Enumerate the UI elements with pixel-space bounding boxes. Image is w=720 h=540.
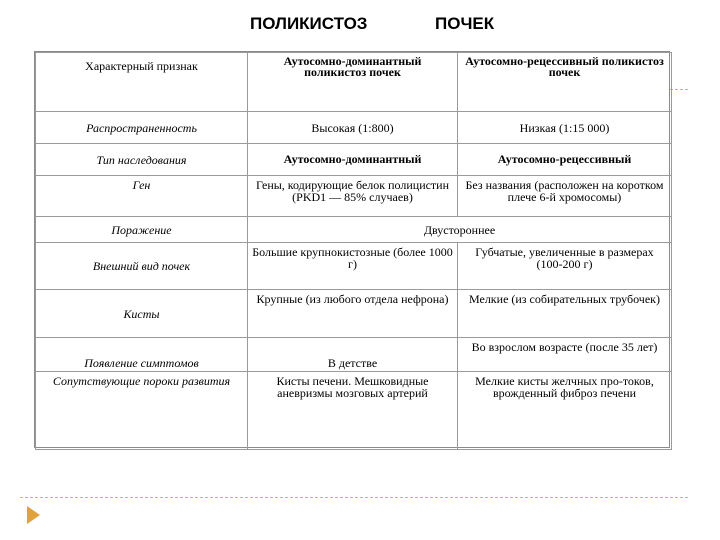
table-row xyxy=(36,144,672,176)
row-recessive: Мелкие кисты желчных про-токов, врожденный фиброз печени xyxy=(458,372,672,450)
row-dominant: Высокая (1:800) xyxy=(248,112,458,144)
row-feature: Сопутствующие пороки развития xyxy=(36,372,248,450)
row-dominant: В детстве xyxy=(248,338,458,372)
row-recessive: Без названия (расположен на коротком плече 6-й хромосомы) xyxy=(458,176,672,217)
table-row xyxy=(36,290,672,338)
row-feature: Ген xyxy=(36,176,248,217)
row-recessive: Низкая (1:15 000) xyxy=(458,112,672,144)
table-header-row xyxy=(36,53,672,112)
row-recessive: Во взрослом возрасте (после 35 лет) xyxy=(458,338,672,372)
row-feature: Тип наследования xyxy=(36,144,248,176)
title-word-kidneys: ПОЧЕК xyxy=(435,14,495,33)
table-row xyxy=(36,372,672,450)
page-title xyxy=(0,14,720,38)
row-dominant: Кисты печени. Мешковидные аневризмы мозговых артерий xyxy=(248,372,458,450)
play-arrow-icon xyxy=(27,506,40,524)
row-recessive: Губчатые, увеличенные в размерах (100-200 г) xyxy=(458,243,672,290)
row-recessive: Аутосомно-рецессивный xyxy=(458,144,672,176)
header-dominant: Аутосомно-доминантный поликистоз почек xyxy=(248,53,458,112)
row-feature: Кисты xyxy=(36,290,248,338)
decorative-line-bottom xyxy=(20,497,688,498)
comparison-table xyxy=(34,51,670,448)
title-word-polycystosis: ПОЛИКИСТОЗ xyxy=(250,14,368,33)
table-row xyxy=(36,112,672,144)
row-dominant: Крупные (из любого отдела нефрона) xyxy=(248,290,458,338)
table-row xyxy=(36,243,672,290)
table-row xyxy=(36,217,672,243)
header-feature: Характерный признак xyxy=(36,53,248,112)
row-both: Двустороннее xyxy=(248,217,672,243)
row-feature: Распространенность xyxy=(36,112,248,144)
row-feature: Появление симптомов xyxy=(36,338,248,372)
decorative-line-right xyxy=(670,89,688,90)
row-dominant: Большие крупнокистозные (более 1000 г) xyxy=(248,243,458,290)
row-feature: Внешний вид почек xyxy=(36,243,248,290)
row-feature: Поражение xyxy=(36,217,248,243)
table-row xyxy=(36,176,672,217)
row-recessive: Мелкие (из собирательных трубочек) xyxy=(458,290,672,338)
header-recessive: Аутосомно-рецессивный поликистоз почек xyxy=(458,53,672,112)
row-dominant: Гены, кодирующие белок полицистин (PKD1 — 85% случаев) xyxy=(248,176,458,217)
table-row xyxy=(36,338,672,372)
row-dominant: Аутосомно-доминантный xyxy=(248,144,458,176)
